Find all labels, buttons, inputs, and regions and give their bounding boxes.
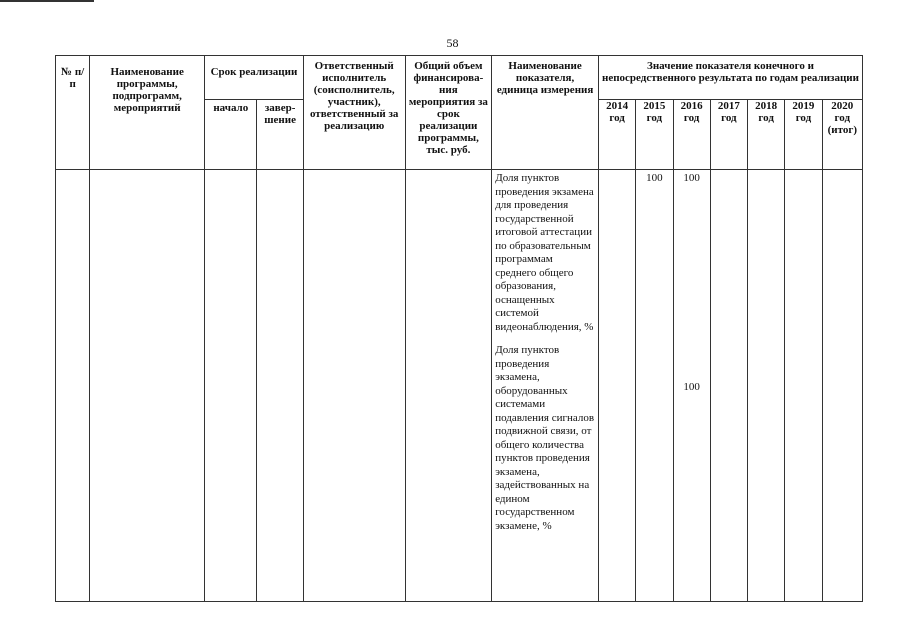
cell-values-2019 <box>785 170 822 602</box>
year-label: 2017 <box>717 100 740 112</box>
cell-values-2014 <box>598 170 635 602</box>
header-year-2017 <box>710 100 747 170</box>
year-unit: год <box>795 112 812 124</box>
year-label: 2014 <box>606 100 629 112</box>
value-row-2: 100 <box>683 380 700 393</box>
header-year-2015 <box>636 100 673 170</box>
header-executor: Ответственный исполнитель (соисполнитель, участник), ответственный за реализацию <box>303 56 405 170</box>
cell-values-2020 <box>822 170 862 602</box>
header-term: Срок реализации <box>205 56 304 100</box>
cell-term-end <box>257 170 303 602</box>
cell-values-2018 <box>748 170 785 602</box>
cell-values-2017 <box>710 170 747 602</box>
cell-indicators <box>492 170 599 602</box>
cell-executor <box>303 170 405 602</box>
year-label: 2015 <box>643 100 666 112</box>
header-program-name: Наименование программы, подпрограмм, мероприятий <box>90 56 205 170</box>
year-unit: год <box>721 112 737 124</box>
cell-values-2015 <box>636 170 673 602</box>
cell-num <box>56 170 90 602</box>
value-row-1: 100 <box>646 172 663 184</box>
header-term-end: завер-шение <box>257 100 303 170</box>
cell-term-start <box>205 170 257 602</box>
cell-values-2016 <box>673 170 710 602</box>
header-row-1 <box>56 56 863 100</box>
value-row-1: 100 <box>683 172 700 184</box>
page-number: 58 <box>446 36 459 50</box>
cell-financing <box>405 170 492 602</box>
year-unit: год <box>609 112 625 124</box>
indicator-text: Доля пунктов проведения экзамена, оборудованных системами подавления сигналов подвижной связи, от общего количества пунктов проведения экзамена, задействованных на едином государственном экзамене, % <box>495 344 595 532</box>
header-year-2014 <box>598 100 635 170</box>
year-unit: год <box>758 112 774 124</box>
cell-program-name <box>90 170 205 602</box>
year-unit: год <box>646 112 663 124</box>
header-values-group: Значение показателя конечного и непосредственного результата по годам реализации <box>598 56 862 100</box>
header-year-2016 <box>673 100 710 170</box>
header-year-2020 <box>822 100 862 170</box>
indicator-text: Доля пунктов проведения экзамена для проведения государственной итоговой аттестации по образовательным программам среднего общего образования, оснащенных системой видеонаблюдения, % <box>495 172 594 333</box>
header-financing: Общий объем финансирова-ния мероприятия за срок реализации программы, тыс. руб. <box>405 56 492 170</box>
year-label: 2016 <box>680 100 703 112</box>
header-num: № п/п <box>56 56 90 170</box>
year-unit: год (итог) <box>827 112 857 136</box>
year-unit: год <box>683 112 700 124</box>
program-table <box>55 55 863 602</box>
year-label: 2020 <box>831 100 854 112</box>
top-left-rule <box>0 0 94 2</box>
table-row <box>56 170 863 602</box>
header-term-start: начало <box>205 100 257 170</box>
header-year-2018 <box>748 100 785 170</box>
year-label: 2018 <box>755 100 778 112</box>
header-indicator: Наименование показателя, единица измерения <box>492 56 599 170</box>
header-year-2019 <box>785 100 822 170</box>
year-label: 2019 <box>792 100 815 112</box>
